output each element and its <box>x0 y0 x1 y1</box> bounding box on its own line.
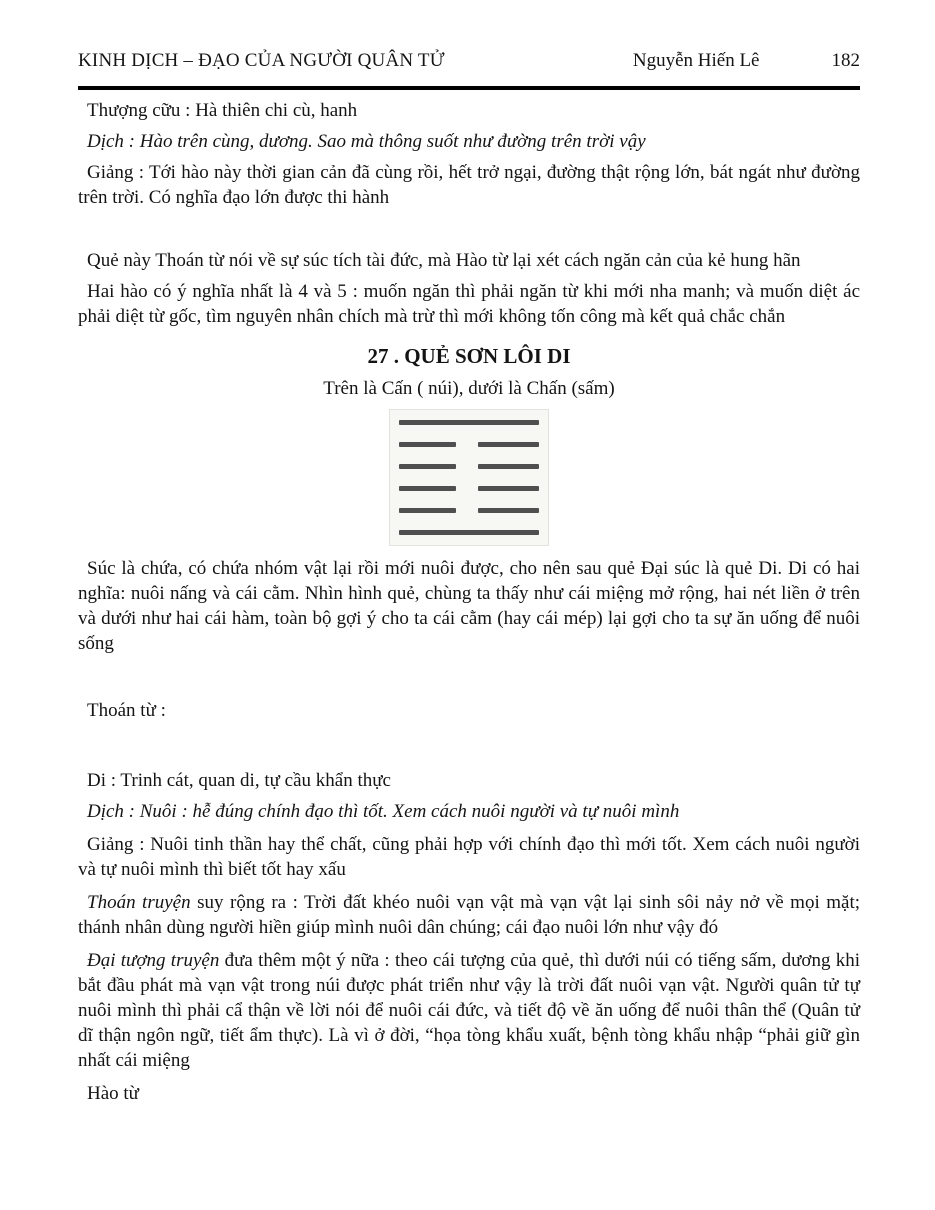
page-number: 182 <box>831 50 860 71</box>
hexagram-line-broken <box>399 442 539 447</box>
thoan-truyen-lead: Thoán truyện <box>87 892 191 913</box>
giang-commentary-di: Giảng : Nuôi tinh thần hay thể chất, cũng phải hợp với chính đạo thì mới tốt. Xem cách nuôi người và tự nuôi mình thì biết tốt hay xấu <box>78 834 860 880</box>
page-header <box>78 50 860 72</box>
hao-tu-label: Hào từ <box>87 1083 139 1104</box>
hexagram-line-broken <box>399 486 539 491</box>
hexagram-line-solid <box>399 530 539 535</box>
chapter-heading: 27 . QUẺ SƠN LÔI DI <box>367 344 571 368</box>
hexagram-figure <box>389 409 549 546</box>
summary-paragraph-2: Hai hào có ý nghĩa nhất là 4 và 5 : muốn ngăn thì phải ngăn từ khi mới nha manh; và muốn diệt ác phải diệt từ gốc, tìm nguyên nhân chích mà trừ thì mới không tốn công mà kết quả chắc chắn <box>78 281 860 327</box>
thoan-tu-label: Thoán từ : <box>87 700 166 721</box>
thoan-tu-text: Di : Trinh cát, quan di, tự cầu khẩn thực <box>87 770 391 791</box>
giang-commentary-thuong-cuu: Giảng : Tới hào này thời gian cản đã cùng rồi, hết trở ngại, đường thật rộng lớn, bát ngát như đường trên trời. Có nghĩa đạo lớn được thi hành <box>78 162 860 208</box>
dai-tuong-paragraph <box>78 948 860 1073</box>
dai-tuong-lead: Đại tượng truyện <box>87 950 220 971</box>
hexagram-line-solid <box>399 420 539 425</box>
header-divider-rule <box>78 86 860 90</box>
chapter-subtitle: Trên là Cấn ( núi), dưới là Chấn (sấm) <box>323 378 615 399</box>
hexagram-line-broken <box>399 464 539 469</box>
dich-translation-di: Dịch : Nuôi : hễ đúng chính đạo thì tốt. Xem cách nuôi người và tự nuôi mình <box>87 801 680 822</box>
chapter-intro-paragraph: Súc là chứa, có chứa nhóm vật lại rồi mới nuôi được, cho nên sau quẻ Đại súc là quẻ Di. Di có hai nghĩa: nuôi nấng và cái cằm. Nhìn hình quẻ, chùng ta thấy như cái miệng mở rộng, hai nét liền ở trên và dưới như hai cái hàm, toàn bộ gợi ý cho ta cái cằm (hay cái mép) lại gợi cho ta sự ăn uống để nuôi sống <box>78 558 860 654</box>
book-title: KINH DỊCH – ĐẠO CỦA NGƯỜI QUÂN TỬ <box>78 50 445 71</box>
dich-translation-thuong-cuu: Dịch : Hào trên cùng, dương. Sao mà thông suốt như đường trên trời vậy <box>87 131 646 152</box>
author-name: Nguyễn Hiến Lê <box>632 50 760 71</box>
thoan-truyen-paragraph <box>78 890 860 940</box>
hexagram-line-broken <box>399 508 539 513</box>
thoan-truyen-text: suy rộng ra : Trời đất khéo nuôi vạn vật mà vạn vật lại sinh sôi nảy nở về mọi mặt; thánh nhân dùng người hiền giúp mình nuôi dân chúng; cái đạo nuôi lớn như vậy đó <box>78 892 861 938</box>
line-commentary-thuong-cuu: Thượng cữu : Hà thiên chi cù, hanh <box>87 100 358 121</box>
dai-tuong-text: đưa thêm một ý nữa : theo cái tượng của quẻ, thì dưới núi có tiếng sấm, dương khi bắt đầu phát mà vạn vật trong núi được phát triển như vậy là trời đất nuôi vạn vật. Người quân tử tự nuôi mình thì phải cẩ thận về lời nói để nuôi cái đức, và tiết độ về ăn uống để nuôi thân thể (Quân tử dĩ thận ngôn ngữ, tiết ẩm thực). Là vì ở đời, “họa tòng khẩu xuất, bệnh tòng khẩu nhập “phải giữ gìn nhất cái miệng <box>78 950 860 1071</box>
summary-paragraph-1: Quẻ này Thoán từ nói về sự súc tích tài đức, mà Hào từ lại xét cách ngăn cản của kẻ hung hãn <box>87 250 801 271</box>
